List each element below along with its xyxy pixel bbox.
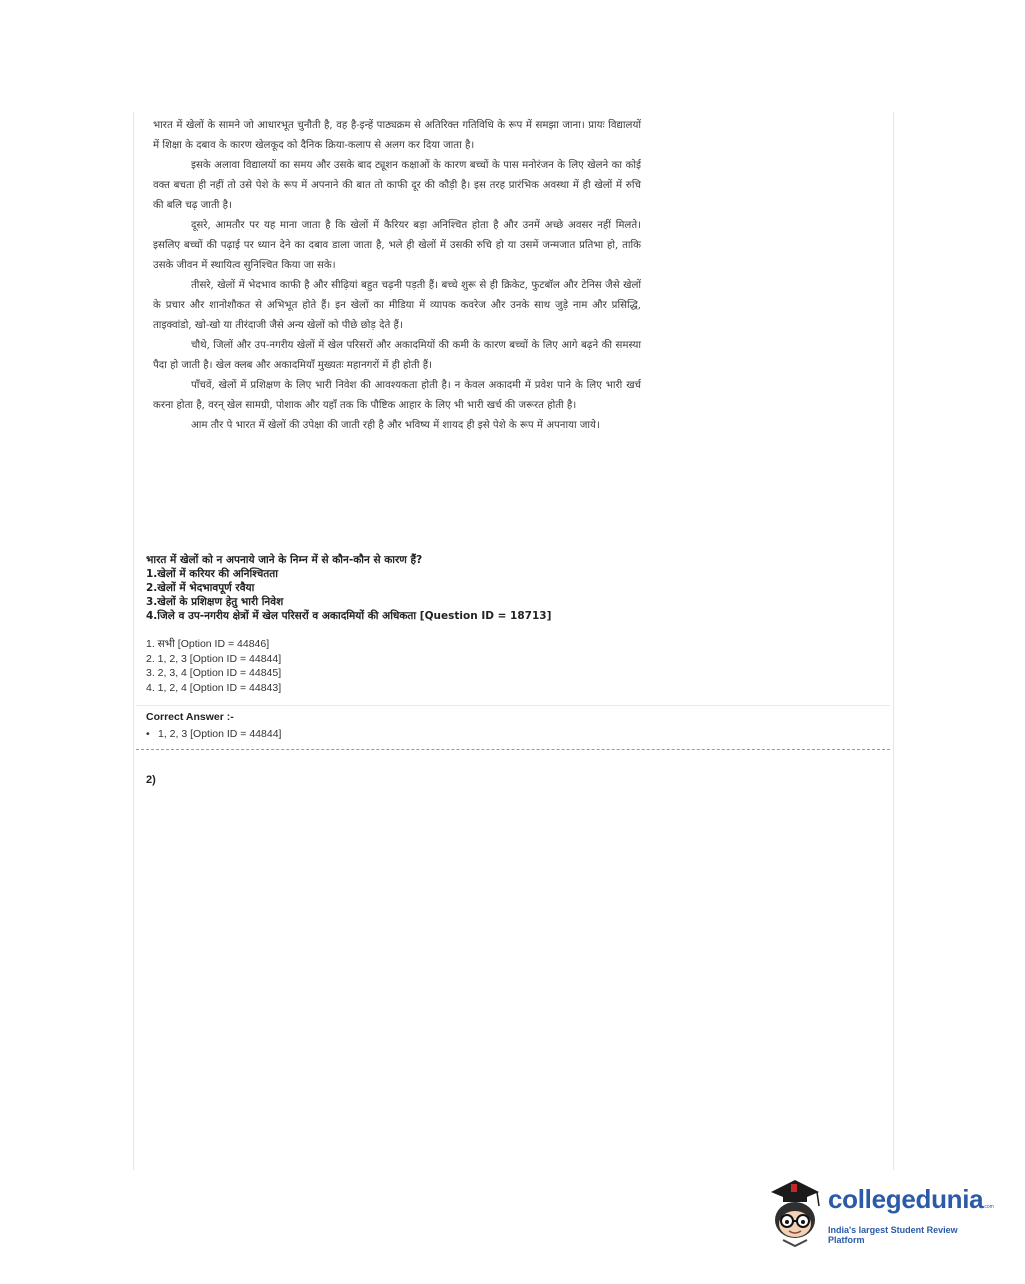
- student-mascot-icon: [765, 1178, 825, 1248]
- question-statement-2: 2.खेलों में भेदभावपूर्ण रवैया: [146, 582, 255, 594]
- dashed-divider: [136, 749, 890, 750]
- question-block: [146, 553, 846, 623]
- question-statement-1: 1.खेलों में करियर की अनिश्चितता: [146, 568, 278, 580]
- correct-answer-value: 1, 2, 3 [Option ID = 44844]: [158, 728, 282, 740]
- bullet-icon: •: [146, 728, 150, 740]
- option-1: 1. सभी [Option ID = 44846]: [146, 638, 270, 650]
- passage-paragraph-4: तीसरे, खेलों में भेदभाव काफी है और सीढ़ियां बहुत चढ़नी पड़ती हैं। बच्चे शुरू से ही क्रिकेट, फुटबॉल और टेनिस जैसे खेलों के प्रचार और शानोशौकत से अभिभूत होते हैं। इन खेलों का मीडिया में व्यापक कवरेज और उनके साथ जुड़े नाम और प्रसिद्धि, ताइक्वांडो, खो-खो या तीरंदाजी जैसे अन्य खेलों को पीछे छोड़ देते हैं।: [153, 280, 641, 331]
- question-prompt: भारत में खेलों को न अपनाये जाने के निम्न में से कौन-कौन से कारण हैं?: [146, 554, 423, 566]
- passage-paragraph-3: दूसरे, आमतौर पर यह माना जाता है कि खेलों में कैरियर बड़ा अनिश्चित होता है और उनमें अच्छे अवसर नहीं मिलते। इसलिए बच्चों की पढ़ाई पर ध्यान देने का दबाव डाला जाता है, भले ही खेलों में उसकी रुचि हो या उसमें जन्मजात प्रतिभा हो, ताकि उसके जीवन में स्थायित्व सुनिश्चित किया जा सके।: [153, 220, 641, 271]
- passage-paragraph-2: इसके अलावा विद्यालयों का समय और उसके बाद ट्यूशन कक्षाओं के कारण बच्चों के पास मनोरंजन के लिए खेलने का कोई वक्त बचता ही नहीं तो उसे पेशे के रूप में अपनाने की बात तो काफी दूर की कौड़ी है। इस तरह प्रारंभिक अवस्था में ही खेलों में रुचि की बलि चढ़ जाती है।: [153, 160, 641, 211]
- options-list: [146, 637, 546, 695]
- question-statement-3: 3.खेलों के प्रशिक्षण हेतु भारी निवेश: [146, 596, 284, 608]
- option-2: 2. 1, 2, 3 [Option ID = 44844]: [146, 652, 282, 665]
- passage-paragraph-1: भारत में खेलों के सामने जो आधारभूत चुनौती है, वह है-इन्हें पाठ्यक्रम से अतिरिक्त गतिविधि के रूप में समझा जाना। प्रायः विद्यालयों में शिक्षा के दबाव के कारण खेलकूद को दैनिक क्रिया-कलाप से अलग कर दिया जाता है।: [153, 120, 641, 151]
- question-statement-4: 4.जिले व उप-नगरीय क्षेत्रों में खेल परिसरों व अकादमियों की अधिकता [Question ID = 18713]: [146, 610, 552, 622]
- brand-domain-suffix: .com: [983, 1204, 994, 1210]
- option-3: 3. 2, 3, 4 [Option ID = 44845]: [146, 667, 282, 679]
- correct-answer-heading: Correct Answer :-: [146, 711, 234, 723]
- passage-paragraph-6: पाँचवें, खेलों में प्रशिक्षण के लिए भारी निवेश की आवश्यकता होती है। न केवल अकादमी में प्रवेश पाने के लिए भारी खर्च करना होता है, वरन् खेल सामग्री, पोशाक और यहाँ तक कि पौष्टिक आहार के लिए भी भारी खर्च की जरूरत होती है।: [153, 380, 641, 411]
- passage-paragraph-5: चौथे, जिलों और उप-नगरीय खेलों में खेल परिसरों और अकादमियों की कमी के कारण बच्चों के लिए आगे बढ़ने की समस्या पैदा हो जाती है। खेल क्लब और अकादमियाँ मुख्यतः महानगरों में ही होती हैं।: [153, 340, 641, 371]
- correct-answer-item: [146, 728, 281, 740]
- passage: [153, 116, 641, 436]
- passage-paragraph-7: आम तौर पे भारत में खेलों की उपेक्षा की जाती रही है और भविष्य में शायद ही इसे पेशे के रूप में अपनाया जाये।: [191, 420, 600, 431]
- brand-name: collegedunia: [828, 1184, 984, 1214]
- divider: [136, 705, 890, 706]
- option-4: 4. 1, 2, 4 [Option ID = 44843]: [146, 681, 282, 694]
- collegedunia-logo: [765, 1178, 995, 1250]
- brand-tagline: India's largest Student Review Platform: [828, 1225, 958, 1245]
- next-question-number: 2): [146, 774, 156, 786]
